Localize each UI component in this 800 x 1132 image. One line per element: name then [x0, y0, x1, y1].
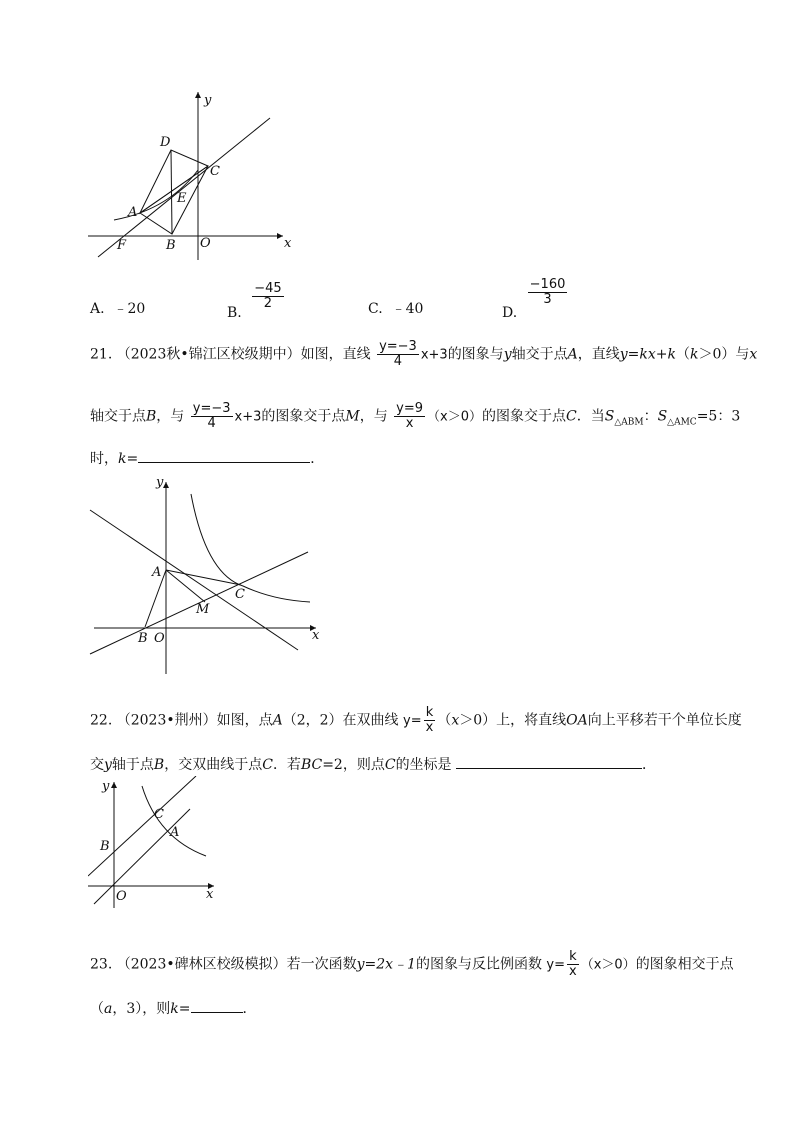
- label-x: x: [312, 628, 320, 643]
- q21-line3: 时，k= ．: [90, 451, 325, 467]
- q20-option-a: A. ﹣20: [90, 301, 146, 317]
- segment-db: [171, 150, 172, 234]
- label-b: B: [138, 631, 148, 646]
- label-f: F: [117, 238, 127, 253]
- label-e: E: [177, 191, 187, 206]
- label-m: M: [196, 602, 210, 617]
- label-o: O: [116, 889, 127, 904]
- q21-line2: 轴交于点B，与 $\frac{y=-3}{4}$ x+3的图象交于点M，与 $\frac{y=9}{x}$ （x＞0）的图象交于点C．当$S_{\triangle ABM}$：$S_{\triangle AMC}=5$：3: [90, 401, 741, 431]
- label-c: C: [235, 587, 245, 602]
- label-o: O: [154, 631, 165, 646]
- label-a: A: [152, 565, 162, 580]
- hyperbola: [191, 494, 310, 602]
- q21-answer-blank[interactable]: [138, 462, 310, 463]
- q23-line2: （a，3），则k= ．: [90, 1001, 257, 1017]
- q23-answer-blank[interactable]: [191, 1012, 243, 1013]
- label-y: y: [204, 93, 212, 108]
- q20-option-b: B. $\frac{-45}{2}$: [227, 281, 282, 321]
- q21-line1: 21. （2023秋•锦江区校级期中）如图，直线 $\frac{y=-3}{4}$ x+3的图象与y轴交于点A，直线y=kx+k（k＞0）与x: [90, 339, 758, 369]
- q22-line2: 交y轴于点B，交双曲线于点C．若BC=2，则点C的坐标是 ．: [90, 757, 657, 773]
- label-a: A: [170, 825, 180, 840]
- label-y: y: [156, 475, 164, 490]
- label-y: y: [102, 779, 110, 794]
- figure-q21: [88, 474, 328, 679]
- q23-line1: 23. （2023•碑林区校级模拟）若一次函数y=2x﹣1的图象与反比例函数 y= $\frac{k}{x}$ （x＞0）的图象相交于点: [90, 949, 734, 979]
- label-c: C: [210, 164, 220, 179]
- figure-q22: [88, 776, 228, 911]
- q22-line1: 22. （2023•荆州）如图，点A（2，2）在双曲线 y= $\frac{k}{x}$ （x＞0）上，将直线OA向上平移若干个单位长度: [90, 705, 742, 735]
- label-b: B: [166, 238, 176, 253]
- label-x: x: [284, 236, 292, 251]
- q20-option-c: C. ﹣40: [368, 301, 424, 317]
- label-a: A: [128, 205, 138, 220]
- segment-ac: [166, 570, 241, 585]
- q22-answer-blank[interactable]: [456, 768, 642, 769]
- label-o: O: [200, 236, 211, 251]
- figure-q20: [88, 92, 298, 267]
- label-b: B: [100, 839, 110, 854]
- label-d: D: [160, 135, 171, 150]
- label-x: x: [206, 887, 214, 902]
- line-a: [90, 510, 298, 650]
- label-c: C: [154, 807, 164, 822]
- q20-option-d: D. $\frac{-160}{3}$: [502, 277, 566, 321]
